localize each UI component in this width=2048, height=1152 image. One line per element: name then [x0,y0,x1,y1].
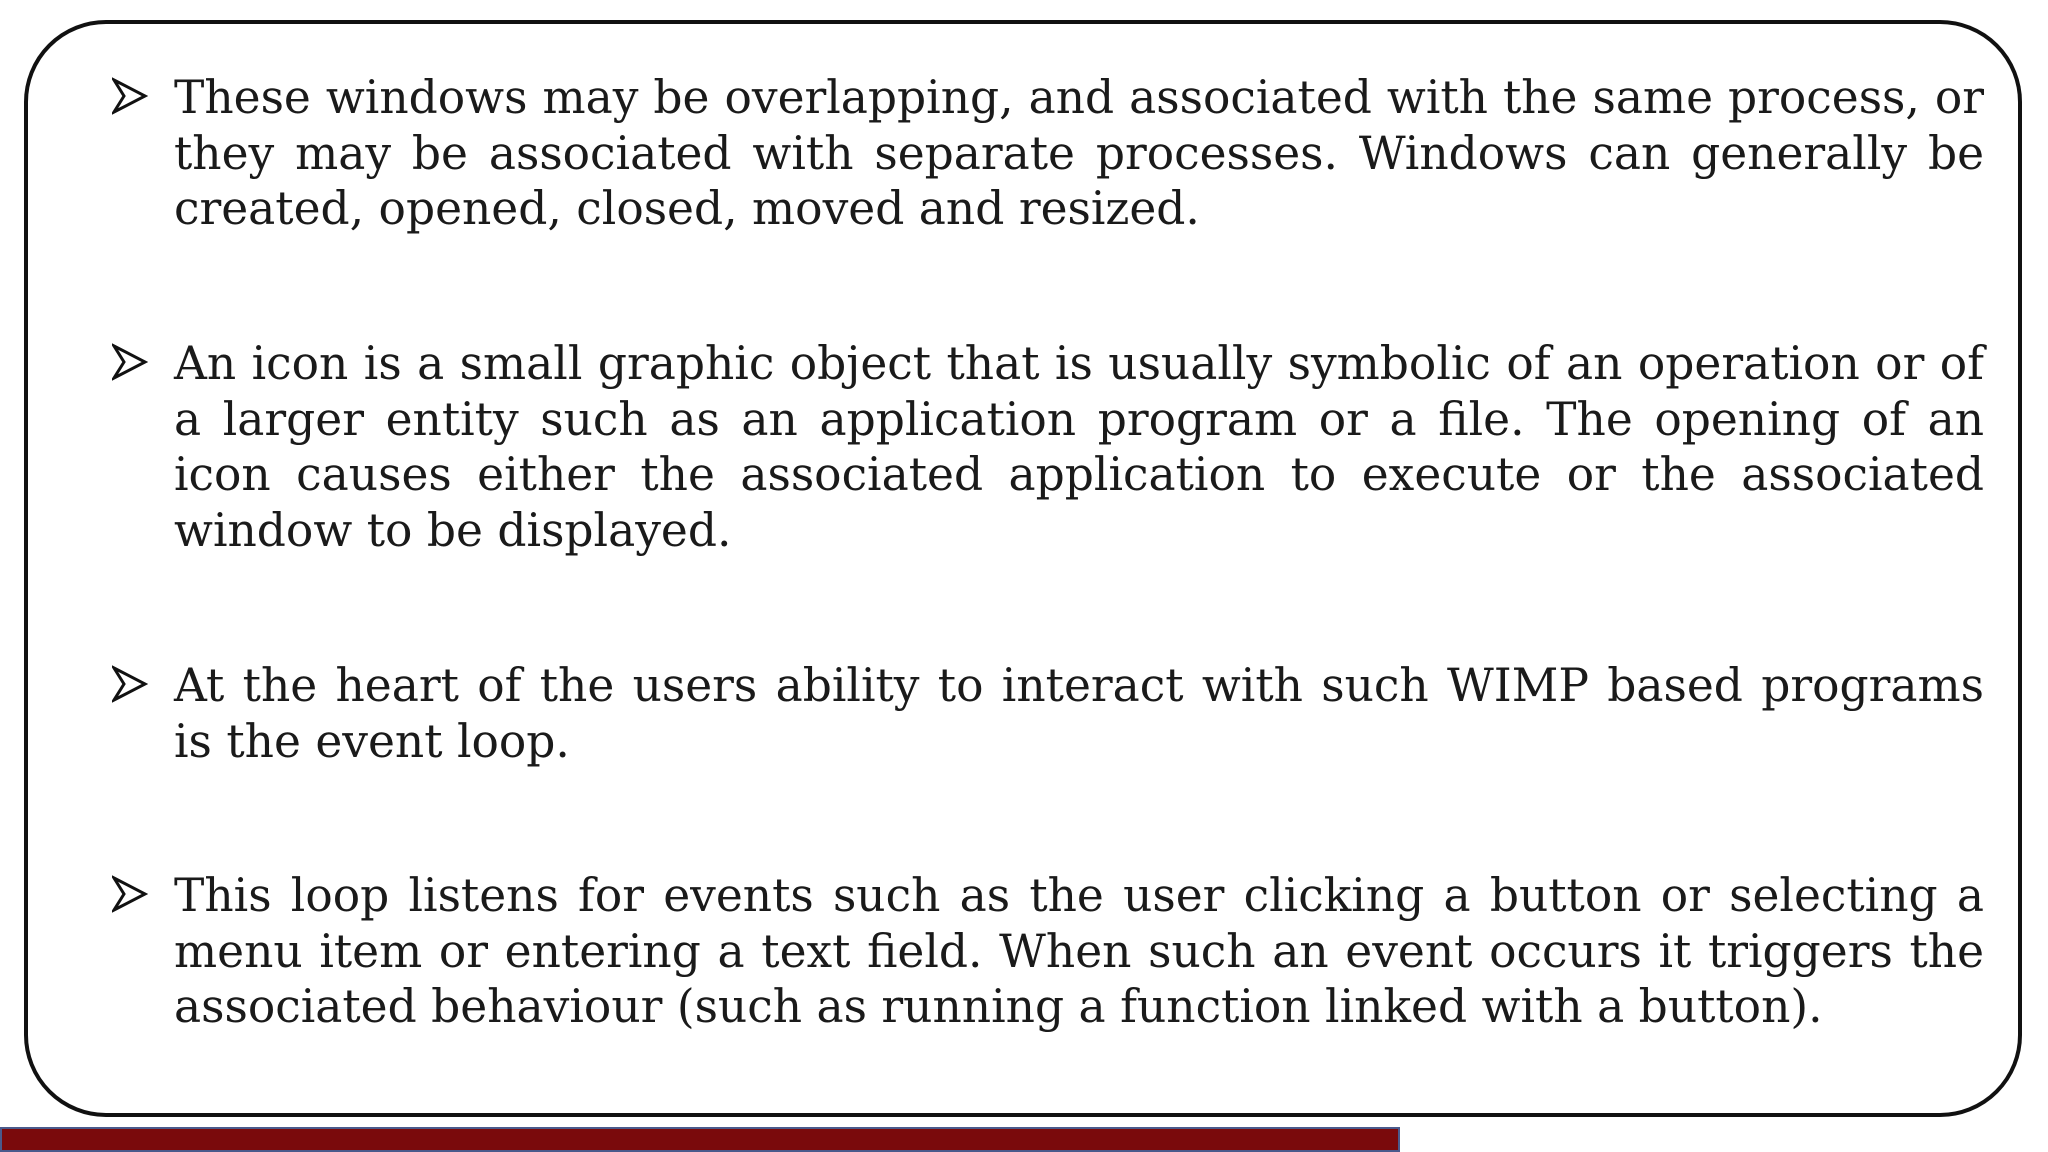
arrowhead-bullet-icon [112,76,148,116]
bullet-list [28,24,2018,1113]
bullet-text: These windows may be overlapping, and associated with the same process, or they may be associated with separate processes. Windows can generally be created, opened, closed, moved and resized. [174,71,1984,235]
bullet-item-loop-listener [112,868,1984,1035]
arrowhead-bullet-icon [112,874,148,914]
bullet-item-event-loop [112,658,1984,769]
arrowhead-bullet-icon [112,664,148,704]
slide-content-frame [24,20,2022,1117]
arrowhead-bullet-icon [112,342,148,382]
footer-accent-bar [0,1127,1400,1152]
bullet-text: An icon is a small graphic object that is usually symbolic of an operation or of a larger entity such as an application program or a file. The opening of an icon causes either the associated application to execute or the associated window to be displayed. [174,337,1984,557]
bullet-item-windows [112,70,1984,237]
bullet-text: At the heart of the users ability to interact with such WIMP based programs is the event loop. [174,659,1984,768]
bullet-item-icons [112,336,1984,558]
bullet-text: This loop listens for events such as the user clicking a button or selecting a menu item or entering a text field. When such an event occurs it triggers the associated behaviour (such as running a function linked with a button). [174,869,1984,1033]
